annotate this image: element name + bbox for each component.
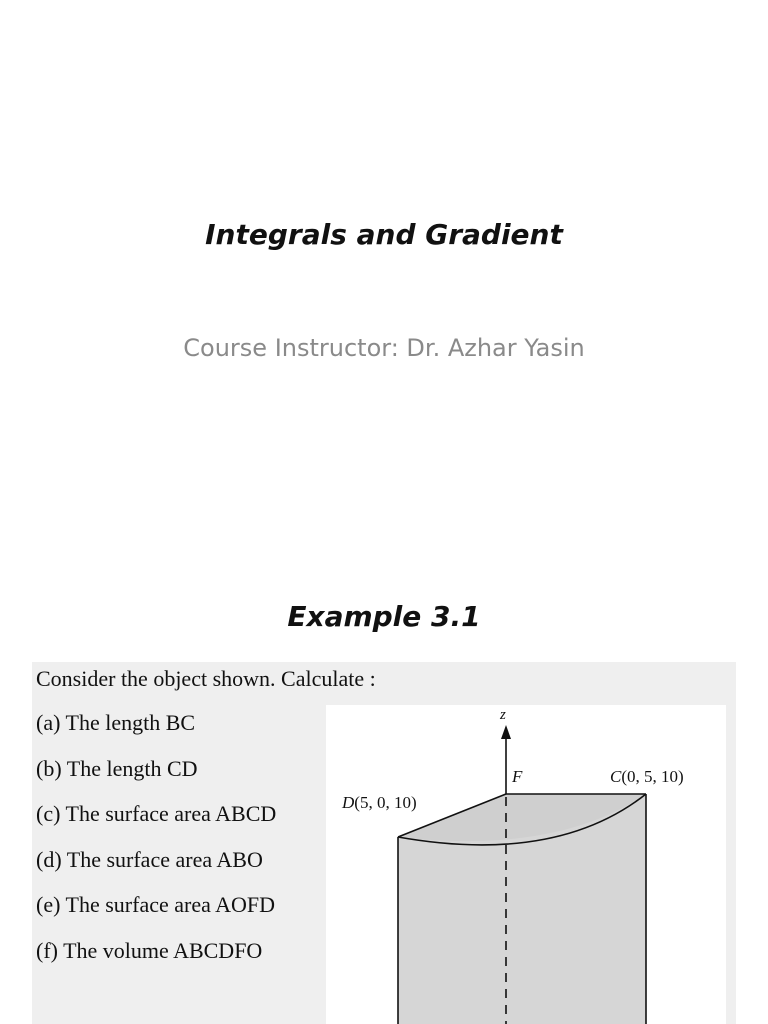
- task-marker: (b): [36, 755, 62, 781]
- example-heading: Example 3.1: [287, 600, 481, 633]
- task-text: The surface area ABO: [66, 846, 263, 872]
- task-item-b: [36, 756, 276, 802]
- task-text: The volume ABCDFO: [63, 937, 263, 963]
- task-marker: (f): [36, 937, 58, 963]
- z-axis-arrowhead: [501, 725, 511, 739]
- label-point-C: C(0, 5, 10): [610, 767, 684, 786]
- task-marker: (a): [36, 710, 61, 735]
- task-text: The length BC: [65, 710, 196, 735]
- task-marker: (e): [36, 892, 61, 918]
- label-z-axis: z: [500, 707, 506, 723]
- task-item-a: [36, 710, 276, 756]
- problem-intro: Consider the object shown. Calculate :: [36, 666, 376, 691]
- task-item-f: [36, 938, 276, 984]
- task-text: The surface area AOFD: [65, 892, 276, 918]
- slide-subtitle: Course Instructor: Dr. Azhar Yasin: [183, 334, 585, 362]
- problem-panel: [32, 662, 736, 1024]
- label-point-D: D(5, 0, 10): [342, 793, 417, 812]
- slide-title: Integrals and Gradient: [205, 218, 563, 251]
- task-list: [36, 710, 276, 984]
- task-marker: (d): [36, 846, 62, 872]
- task-item-c: [36, 801, 276, 847]
- task-item-d: [36, 847, 276, 893]
- task-marker: (c): [36, 801, 61, 827]
- task-text: The surface area ABCD: [65, 801, 277, 827]
- task-text: The length CD: [66, 755, 198, 781]
- cylinder-sector-diagram: [326, 705, 726, 1024]
- cylinder-figure: [326, 705, 726, 1024]
- label-point-F: F: [512, 767, 523, 786]
- task-item-e: [36, 892, 276, 938]
